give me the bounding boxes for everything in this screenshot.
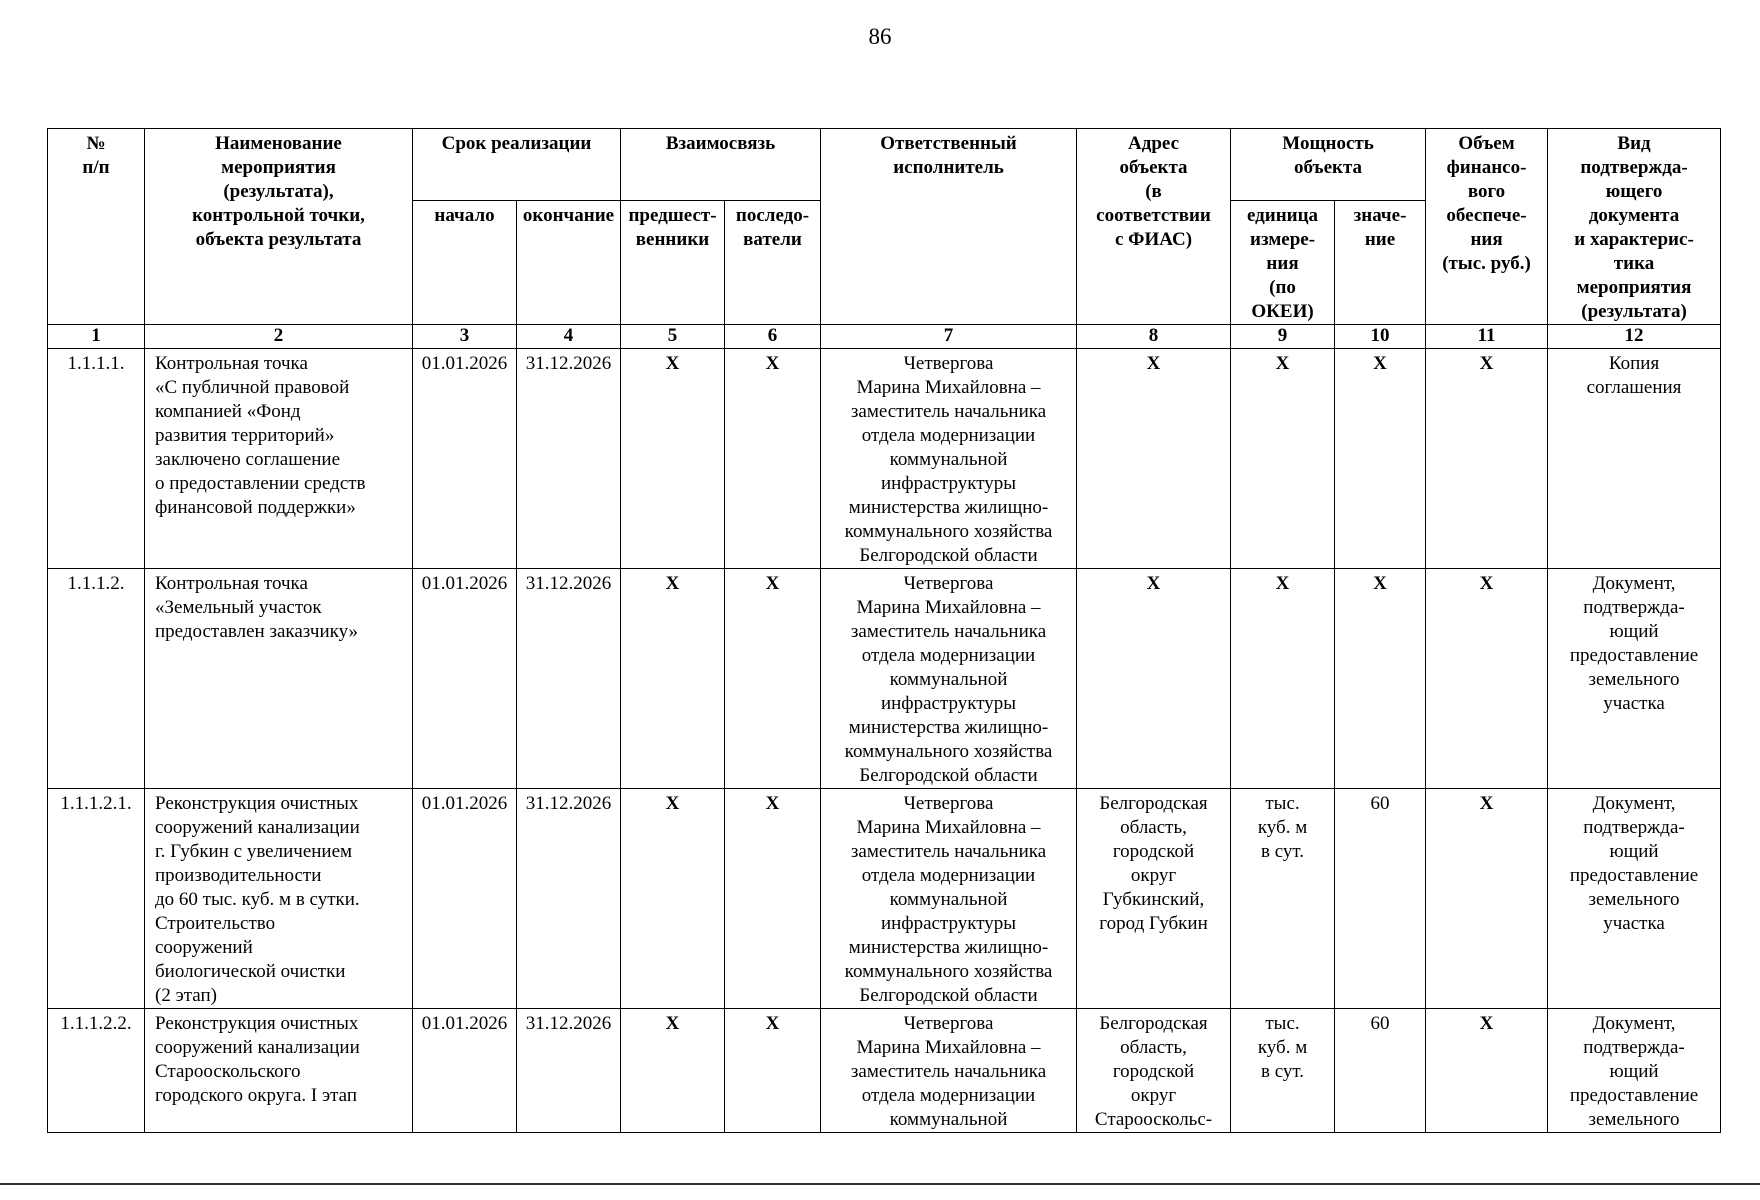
- row-number: 1.1.1.2.2.: [48, 1009, 145, 1133]
- row-number: 1.1.1.2.1.: [48, 789, 145, 1009]
- header-col-3: начало: [413, 201, 517, 325]
- column-number: 4: [517, 325, 621, 349]
- header-col-9: единица измере- ния (по ОКЕИ): [1231, 201, 1335, 325]
- responsible-person: Четвергова Марина Михайловна – заместитель начальника отдела модернизации коммунальной инфраструктуры министерства жилищно- коммунального хозяйства Белгородской области: [821, 789, 1077, 1009]
- capacity-value: 60: [1335, 789, 1426, 1009]
- object-address: Белгородская область, городской округ Губкинский, город Губкин: [1077, 789, 1231, 1009]
- page-bottom-rule: [0, 1183, 1760, 1185]
- event-name: Контрольная точка «Земельный участок предоставлен заказчику»: [145, 569, 413, 789]
- finance-volume: X: [1426, 349, 1548, 569]
- header-col-5: предшест- венники: [621, 201, 725, 325]
- responsible-person: Четвергова Марина Михайловна – заместитель начальника отдела модернизации коммунальной инфраструктуры министерства жилищно- коммунального хозяйства Белгородской области: [821, 569, 1077, 789]
- confirming-document: Документ, подтвержда- ющий предоставление земельного участка: [1548, 789, 1721, 1009]
- event-name: Контрольная точка «С публичной правовой компанией «Фонд развития территорий» заключено соглашение о предоставлении средств финансовой поддержки»: [145, 349, 413, 569]
- object-address: X: [1077, 569, 1231, 789]
- successors: X: [725, 349, 821, 569]
- column-number: 2: [145, 325, 413, 349]
- end-date: 31.12.2026: [517, 789, 621, 1009]
- column-number: 8: [1077, 325, 1231, 349]
- table-row: [48, 1009, 1721, 1133]
- header-col-4: окончание: [517, 201, 621, 325]
- column-number: 5: [621, 325, 725, 349]
- column-numbers-row: [48, 325, 1721, 349]
- successors: X: [725, 569, 821, 789]
- confirming-document: Копия соглашения: [1548, 349, 1721, 569]
- start-date: 01.01.2026: [413, 569, 517, 789]
- table-row: [48, 569, 1721, 789]
- column-number: 7: [821, 325, 1077, 349]
- object-address: X: [1077, 349, 1231, 569]
- capacity-unit: X: [1231, 349, 1335, 569]
- events-table: [47, 128, 1721, 1133]
- finance-volume: X: [1426, 569, 1548, 789]
- start-date: 01.01.2026: [413, 789, 517, 1009]
- end-date: 31.12.2026: [517, 349, 621, 569]
- responsible-person: Четвергова Марина Михайловна – заместитель начальника отдела модернизации коммунальной инфраструктуры министерства жилищно- коммунального хозяйства Белгородской области: [821, 349, 1077, 569]
- header-group-link: Взаимосвязь: [621, 129, 821, 201]
- object-address: Белгородская область, городской округ Старооскольс-: [1077, 1009, 1231, 1133]
- responsible-person: Четвергова Марина Михайловна – заместитель начальника отдела модернизации коммунальной: [821, 1009, 1077, 1133]
- predecessors: X: [621, 1009, 725, 1133]
- header-col-12: Вид подтвержда- ющего документа и характерис- тика мероприятия (результата): [1548, 129, 1721, 325]
- confirming-document: Документ, подтвержда- ющий предоставление земельного участка: [1548, 569, 1721, 789]
- predecessors: X: [621, 569, 725, 789]
- header-group-power: Мощность объекта: [1231, 129, 1426, 201]
- capacity-value: X: [1335, 569, 1426, 789]
- table-row: [48, 789, 1721, 1009]
- column-number: 9: [1231, 325, 1335, 349]
- header-row-1: [48, 129, 1721, 201]
- capacity-value: 60: [1335, 1009, 1426, 1133]
- successors: X: [725, 789, 821, 1009]
- confirming-document: Документ, подтвержда- ющий предоставление земельного: [1548, 1009, 1721, 1133]
- row-number: 1.1.1.2.: [48, 569, 145, 789]
- page-number: 86: [868, 24, 892, 49]
- header-col-7: Ответственный исполнитель: [821, 129, 1077, 325]
- end-date: 31.12.2026: [517, 569, 621, 789]
- predecessors: X: [621, 349, 725, 569]
- column-number: 6: [725, 325, 821, 349]
- row-number: 1.1.1.1.: [48, 349, 145, 569]
- capacity-unit: тыс. куб. м в сут.: [1231, 789, 1335, 1009]
- column-number: 1: [48, 325, 145, 349]
- finance-volume: X: [1426, 1009, 1548, 1133]
- header-col-11: Объем финансо- вого обеспече- ния (тыс. руб.): [1426, 129, 1548, 325]
- capacity-value: X: [1335, 349, 1426, 569]
- start-date: 01.01.2026: [413, 349, 517, 569]
- capacity-unit: тыс. куб. м в сут.: [1231, 1009, 1335, 1133]
- column-number: 10: [1335, 325, 1426, 349]
- column-number: 12: [1548, 325, 1721, 349]
- header-col-1: № п/п: [48, 129, 145, 325]
- header-col-6: последо- ватели: [725, 201, 821, 325]
- header-col-2: Наименование мероприятия (результата), контрольной точки, объекта результата: [145, 129, 413, 325]
- start-date: 01.01.2026: [413, 1009, 517, 1133]
- successors: X: [725, 1009, 821, 1133]
- event-name: Реконструкция очистных сооружений канализации г. Губкин с увеличением производительности до 60 тыс. куб. м в сутки. Строительство сооружений биологической очистки (2 этап): [145, 789, 413, 1009]
- column-number: 3: [413, 325, 517, 349]
- header-group-term: Срок реализации: [413, 129, 621, 201]
- finance-volume: X: [1426, 789, 1548, 1009]
- column-number: 11: [1426, 325, 1548, 349]
- capacity-unit: X: [1231, 569, 1335, 789]
- header-col-10: значе- ние: [1335, 201, 1426, 325]
- end-date: 31.12.2026: [517, 1009, 621, 1133]
- table-row: [48, 349, 1721, 569]
- header-col-8: Адрес объекта (в соответствии с ФИАС): [1077, 129, 1231, 325]
- event-name: Реконструкция очистных сооружений канализации Старооскольского городского округа. I этап: [145, 1009, 413, 1133]
- predecessors: X: [621, 789, 725, 1009]
